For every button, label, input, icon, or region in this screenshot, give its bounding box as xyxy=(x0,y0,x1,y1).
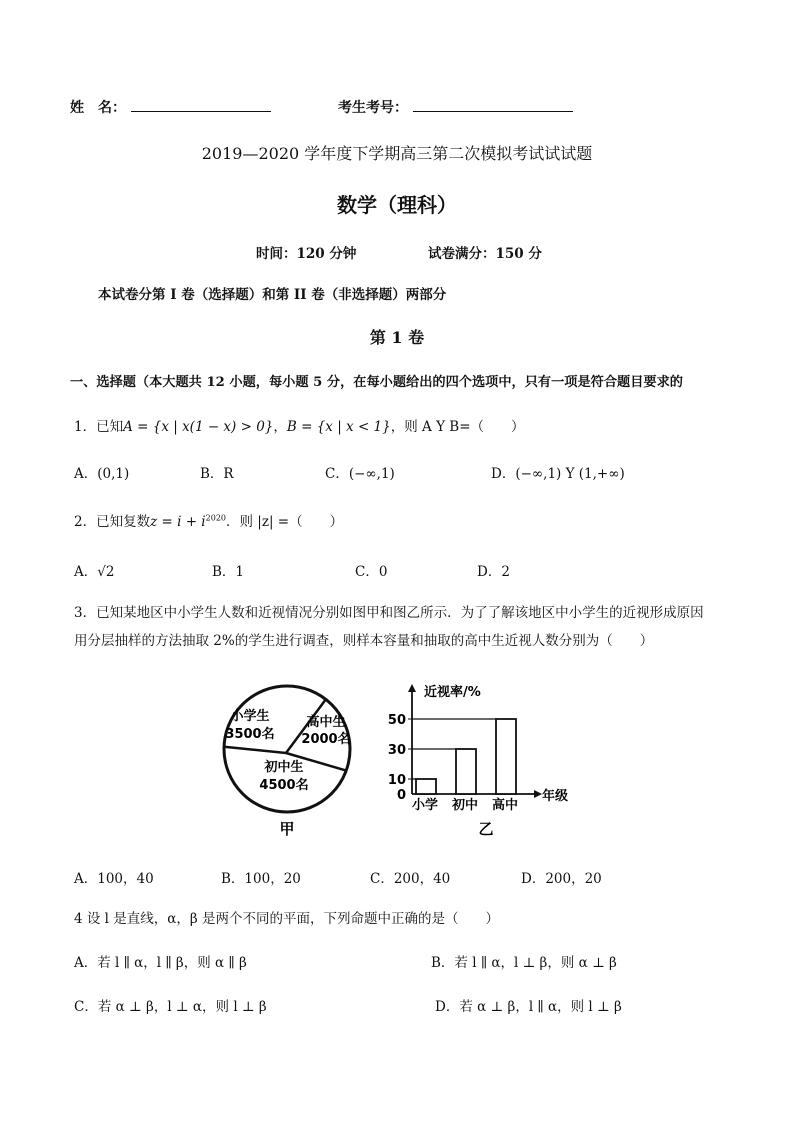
q3-option-b[interactable]: B．100，20 xyxy=(221,871,301,887)
question-3-line2: 用分层抽样的方法抽取 2%的学生进行调查，则样本容量和抽取的高中生近视人数分别为（ ） xyxy=(74,633,654,649)
full-score: 试卷满分：150 分 xyxy=(428,246,542,262)
y-tick-label: 30 xyxy=(387,743,406,758)
pie-title: 甲 xyxy=(279,820,295,838)
q2-option-c[interactable]: C．0 xyxy=(355,564,388,580)
bar-chart xyxy=(366,676,586,840)
x-category-label: 高中 xyxy=(491,798,519,813)
exam-title: 2019—2020 学年度下学期高三第二次模拟考试试试题 xyxy=(201,144,593,163)
q1-suffix: ，则 A Y B=（ ） xyxy=(390,419,525,435)
q1-option-c[interactable]: C．(−∞,1) xyxy=(325,466,395,482)
question-1-stem xyxy=(74,415,525,435)
q1-sep: ， xyxy=(273,419,287,435)
y-axis-label: 近视率/% xyxy=(424,685,481,700)
q4-option-c[interactable]: C．若 α ⊥ β，l ⊥ α，则 l ⊥ β xyxy=(74,999,267,1015)
q1-set-b: B = {x | x < 1} xyxy=(286,419,391,435)
exam-number-blank[interactable] xyxy=(413,97,573,112)
q4-option-b[interactable]: B．若 l ∥ α，l ⊥ β，则 α ⊥ β xyxy=(431,955,617,971)
exam-time: 时间：120 分钟 xyxy=(256,246,357,262)
x-category-label: 小学 xyxy=(411,798,439,813)
q1-set-a: A = {x | x(1 − x) > 0} xyxy=(123,419,274,435)
q3-option-a[interactable]: A．100，40 xyxy=(74,871,154,887)
bar-初中 xyxy=(456,749,476,794)
y-axis-arrow xyxy=(408,684,416,692)
q2-option-a[interactable]: A．√2 xyxy=(74,564,115,580)
q2-suffix: ．则 |z| =（ ） xyxy=(226,514,344,530)
q2-exponent: 2020 xyxy=(205,513,226,523)
name-blank[interactable] xyxy=(131,97,271,112)
name-label: 姓 名： xyxy=(70,100,126,116)
y-tick-label: 10 xyxy=(387,773,406,788)
q2-prefix: 2．已知复数 xyxy=(74,514,151,530)
q1-option-d[interactable]: D．(−∞,1) Y (1,+∞) xyxy=(491,466,625,482)
pie-label-junior: 初中生 xyxy=(264,760,304,775)
q2-expr: z = i + i xyxy=(150,514,206,530)
q2-option-b[interactable]: B．1 xyxy=(212,564,245,580)
q3-option-c[interactable]: C．200，40 xyxy=(370,871,451,887)
section-heading: 一、选择题（本大题共 12 小题，每小题 5 分，在每小题给出的四个选项中，只有一项是符合题目要求的 xyxy=(70,375,683,390)
q3-option-d[interactable]: D．200，20 xyxy=(521,871,602,887)
y-tick-label: 50 xyxy=(387,713,406,728)
q4-option-a[interactable]: A．若 l ∥ α，l ∥ β，则 α ∥ β xyxy=(74,955,247,971)
q2-option-d[interactable]: D．2 xyxy=(477,564,510,580)
exam-number-label: 考生考号： xyxy=(338,100,408,116)
pie-label-primary: 小学生 xyxy=(230,709,270,724)
question-3-line1: 3．已知某地区中小学生人数和近视情况分别如图甲和图乙所示．为了了解该地区中小学生的近视形成原因 xyxy=(74,605,704,621)
bar-高中 xyxy=(496,719,516,794)
name-field[interactable] xyxy=(70,97,271,117)
q4-option-d[interactable]: D．若 α ⊥ β，l ∥ α，则 l ⊥ β xyxy=(435,999,622,1015)
exam-number-field[interactable] xyxy=(338,97,573,117)
volume-title: 第 1 卷 xyxy=(369,328,425,347)
subject-title: 数学（理科） xyxy=(337,193,457,217)
x-axis-arrow xyxy=(534,790,542,798)
q1-option-a[interactable]: A．(0,1) xyxy=(74,466,130,482)
x-category-label: 初中 xyxy=(451,798,479,813)
pie-label-senior: 高中生 xyxy=(306,715,346,730)
question-2-stem xyxy=(74,510,343,530)
pie-chart xyxy=(214,676,364,840)
bar-小学 xyxy=(416,779,436,794)
pie-slice-boundary-primary xyxy=(224,747,286,753)
pie-value-primary: 3500名 xyxy=(225,727,275,742)
question-4-stem: 4 设 l 是直线，α，β 是两个不同的平面，下列命题中正确的是（ ） xyxy=(74,911,499,927)
pie-value-junior: 4500名 xyxy=(259,778,309,793)
x-axis-label: 年级 xyxy=(542,789,569,804)
bar-title: 乙 xyxy=(478,820,494,838)
y-tick-label: 0 xyxy=(396,788,406,803)
pie-value-senior: 2000名 xyxy=(301,732,351,747)
q1-prefix: 1．已知 xyxy=(74,419,124,435)
q1-option-b[interactable]: B．R xyxy=(200,466,234,482)
paper-intro: 本试卷分第 I 卷（选择题）和第 II 卷（非选择题）两部分 xyxy=(98,287,447,303)
